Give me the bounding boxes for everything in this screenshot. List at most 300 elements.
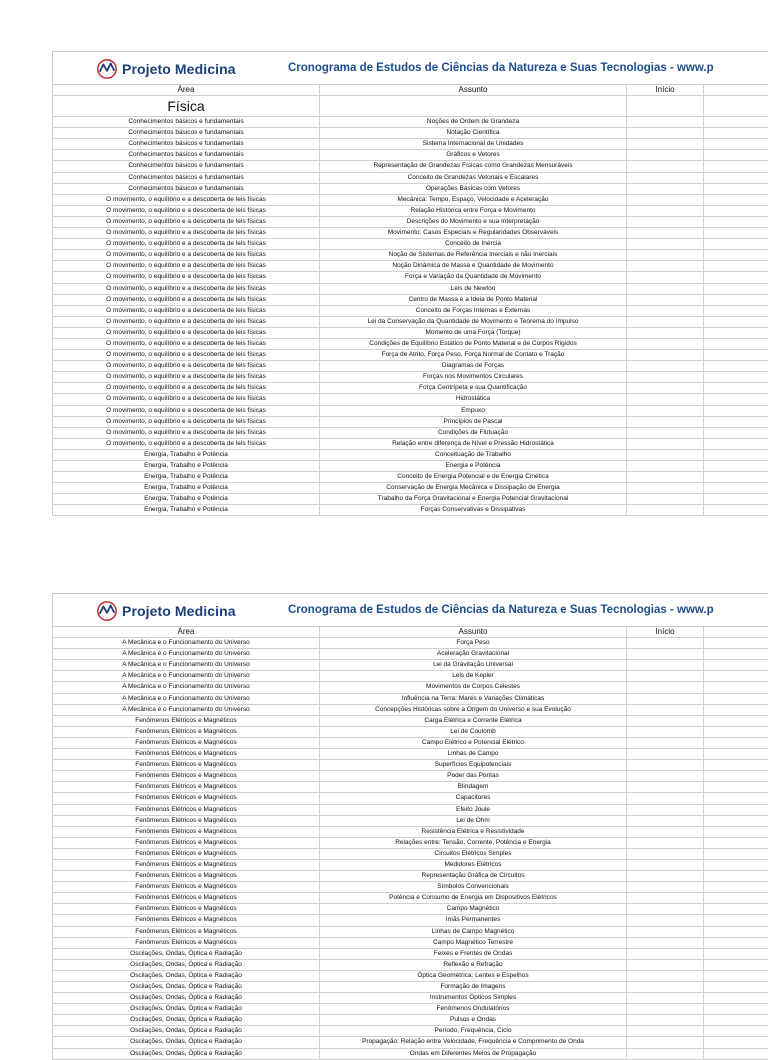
table-row (53, 849, 768, 860)
table-row (53, 716, 768, 727)
cell-inicio (627, 239, 704, 249)
cell-area: Fenômenos Elétricos e Magnéticos (53, 838, 320, 848)
cell-inicio (627, 250, 704, 260)
cell-area: Conhecimentos básicos e fundamentais (53, 161, 320, 171)
table-row (53, 671, 768, 682)
table-row (53, 306, 768, 317)
cell-inicio (627, 150, 704, 160)
column-header-inicio: Início (627, 85, 704, 95)
table-row (53, 472, 768, 483)
cell-assunto: Leis de Newton (320, 284, 627, 294)
table-row (53, 993, 768, 1004)
cell-area: O movimento, o equilíbrio e a descoberta de leis físicas (53, 350, 320, 360)
cell-assunto: Conceito de Grandezas Vetoriais e Escalares (320, 173, 627, 183)
table-row (53, 406, 768, 417)
table-row (53, 938, 768, 949)
cell-inicio (627, 738, 704, 748)
cell-assunto: Conceito de Forças Internas e Externas (320, 306, 627, 316)
cell-area: A Mecânica e o Funcionamento do Universo (53, 638, 320, 648)
cell-area: Fenômenos Elétricos e Magnéticos (53, 904, 320, 914)
cell-inicio (627, 727, 704, 737)
cell-assunto: Efeito Joule (320, 805, 627, 815)
cell-area: Energia, Trabalho e Potência (53, 483, 320, 493)
cell-assunto: Conservação de Energia Mecânica e Dissipação de Energia (320, 483, 627, 493)
projeto-medicina-logo-icon (96, 600, 118, 622)
cell-inicio (627, 383, 704, 393)
table-row (53, 150, 768, 161)
cell-area: Oscilações, Ondas, Óptica e Radiação (53, 1037, 320, 1047)
table-row (53, 893, 768, 904)
cell-area: Oscilações, Ondas, Óptica e Radiação (53, 1049, 320, 1059)
cell-inicio (627, 849, 704, 859)
cell-area: Energia, Trabalho e Potência (53, 494, 320, 504)
cell-inicio (627, 793, 704, 803)
cell-area: O movimento, o equilíbrio e a descoberta de leis físicas (53, 295, 320, 305)
cell-area: O movimento, o equilíbrio e a descoberta de leis físicas (53, 195, 320, 205)
column-header-area: Área (53, 85, 320, 95)
table-header-row (53, 626, 768, 638)
cell-area: Fenômenos Elétricos e Magnéticos (53, 927, 320, 937)
cell-inicio (627, 206, 704, 216)
cell-area: Oscilações, Ondas, Óptica e Radiação (53, 1026, 320, 1036)
page-header (52, 593, 768, 626)
table-row (53, 927, 768, 938)
cell-area: Energia, Trabalho e Potência (53, 450, 320, 460)
cell-inicio (627, 860, 704, 870)
table-row (53, 295, 768, 306)
cell-assunto: Noção de Sistemas de Referência Inerciais e não Inerciais (320, 250, 627, 260)
cell-inicio (627, 838, 704, 848)
table-row (53, 505, 768, 516)
cell-assunto: Conceito de Energia Potencial e de Energia Cinética (320, 472, 627, 482)
cell-assunto: Símbolos Convencionais (320, 882, 627, 892)
table-row (53, 1026, 768, 1037)
cell-inicio (627, 749, 704, 759)
cell-inicio (627, 372, 704, 382)
cell-area: Oscilações, Ondas, Óptica e Radiação (53, 960, 320, 970)
cell-inicio (627, 439, 704, 449)
cell-assunto: Carga Elétrica e Corrente Elétrica (320, 716, 627, 726)
cell-area: Fenômenos Elétricos e Magnéticos (53, 793, 320, 803)
schedule-table (52, 626, 768, 1060)
cell-assunto: Imãs Permanentes (320, 915, 627, 925)
cell-inicio (627, 1049, 704, 1059)
cell-assunto: Instrumentos Ópticos Simples (320, 993, 627, 1003)
cell-assunto: Influência na Terra: Marés e Variações Climáticas (320, 694, 627, 704)
cell-assunto: Centro de Massa e a Ideia de Ponto Material (320, 295, 627, 305)
table-row (53, 727, 768, 738)
cell-inicio (627, 694, 704, 704)
cell-assunto: Mecânica: Tempo, Espaço, Velocidade e Aceleração (320, 195, 627, 205)
cell-inicio (627, 328, 704, 338)
cell-area: Fenômenos Elétricos e Magnéticos (53, 716, 320, 726)
brand-logo (96, 599, 236, 623)
cell-inicio (627, 417, 704, 427)
table-row (53, 871, 768, 882)
cell-assunto: Medidores Elétricos (320, 860, 627, 870)
table-row (53, 173, 768, 184)
cell-assunto: Circuitos Elétricos Simples (320, 849, 627, 859)
cell-area: O movimento, o equilíbrio e a descoberta de leis físicas (53, 439, 320, 449)
table-row (53, 161, 768, 172)
table-row (53, 982, 768, 993)
cell-assunto: Reflexão e Refração (320, 960, 627, 970)
cell-area: O movimento, o equilíbrio e a descoberta de leis físicas (53, 284, 320, 294)
table-row (53, 1049, 768, 1060)
cell-area: Fenômenos Elétricos e Magnéticos (53, 915, 320, 925)
cell-assunto: Propagação: Relação entre Velocidade, Frequência e Comprimento de Onda (320, 1037, 627, 1047)
cell-area: Oscilações, Ondas, Óptica e Radiação (53, 982, 320, 992)
document-title: Cronograma de Estudos de Ciências da Natureza e Suas Tecnologias - www.p (288, 62, 714, 74)
table-row (53, 494, 768, 505)
cell-inicio (627, 228, 704, 238)
cell-area: O movimento, o equilíbrio e a descoberta de leis físicas (53, 261, 320, 271)
cell-assunto: Princípios de Pascal (320, 417, 627, 427)
cell-area: A Mecânica e o Funcionamento do Universo (53, 682, 320, 692)
cell-area: O movimento, o equilíbrio e a descoberta de leis físicas (53, 217, 320, 227)
cell-assunto: Campo Elétrico e Potencial Elétrico (320, 738, 627, 748)
cell-assunto: Ondas em Diferentes Meios de Propagação (320, 1049, 627, 1059)
table-row (53, 682, 768, 693)
table-row (53, 949, 768, 960)
table-row (53, 206, 768, 217)
cell-inicio (627, 960, 704, 970)
table-row (53, 738, 768, 749)
cell-inicio (627, 816, 704, 826)
cell-inicio (627, 505, 704, 515)
cell-assunto: Operações Básicas com Vetores (320, 184, 627, 194)
brand-logo (96, 57, 236, 81)
cell-assunto: Representação Gráfica de Circuitos (320, 871, 627, 881)
cell-assunto: Sistema Internacional de Unidades (320, 139, 627, 149)
cell-area: O movimento, o equilíbrio e a descoberta de leis físicas (53, 328, 320, 338)
cell-inicio (627, 428, 704, 438)
cell-area: O movimento, o equilíbrio e a descoberta de leis físicas (53, 272, 320, 282)
cell-assunto: Relação Histórica entre Força e Movimento (320, 206, 627, 216)
table-row (53, 128, 768, 139)
table-row (53, 361, 768, 372)
cell-assunto: Representação de Grandezas Físicas como Grandezas Mensuráveis (320, 161, 627, 171)
cell-inicio (627, 827, 704, 837)
cell-inicio (627, 871, 704, 881)
table-row (53, 250, 768, 261)
cell-assunto: Fenômenos Ondulatórios (320, 1004, 627, 1014)
cell-assunto: Descrições do Movimento e sua Interpretação (320, 217, 627, 227)
cell-assunto: Óptica Geométrica: Lentes e Espelhos (320, 971, 627, 981)
cell-area: O movimento, o equilíbrio e a descoberta de leis físicas (53, 228, 320, 238)
table-row (53, 705, 768, 716)
logo-text: Projeto Medicina (122, 61, 236, 77)
cell-assunto: Condições de Equilíbrio Estático de Ponto Material e de Corpos Rígidos (320, 339, 627, 349)
cell-area: A Mecânica e o Funcionamento do Universo (53, 671, 320, 681)
table-body (53, 117, 768, 516)
table-row (53, 461, 768, 472)
cell-assunto: Blindagem (320, 782, 627, 792)
cell-area: O movimento, o equilíbrio e a descoberta de leis físicas (53, 383, 320, 393)
cell-inicio (627, 671, 704, 681)
cell-area: Conhecimentos básicos e fundamentais (53, 150, 320, 160)
cell-area: Fenômenos Elétricos e Magnéticos (53, 860, 320, 870)
cell-area: Fenômenos Elétricos e Magnéticos (53, 938, 320, 948)
cell-inicio (627, 1004, 704, 1014)
cell-area: Fenômenos Elétricos e Magnéticos (53, 805, 320, 815)
cell-inicio (627, 938, 704, 948)
table-row (53, 1004, 768, 1015)
cell-assunto: Conceituação de Trabalho (320, 450, 627, 460)
cell-assunto: Poder das Pontas (320, 771, 627, 781)
cell-assunto: Força de Atrito, Força Peso, Força Normal de Contato e Tração (320, 350, 627, 360)
cell-assunto: Linhas de Campo (320, 749, 627, 759)
table-header-row (53, 84, 768, 96)
cell-inicio (627, 638, 704, 648)
cell-area: Oscilações, Ondas, Óptica e Radiação (53, 1004, 320, 1014)
table-row (53, 816, 768, 827)
cell-area: A Mecânica e o Funcionamento do Universo (53, 694, 320, 704)
cell-assunto: Força Peso (320, 638, 627, 648)
cell-inicio (627, 971, 704, 981)
column-header-area: Área (53, 627, 320, 637)
cell-assunto: Campo Magnético (320, 904, 627, 914)
table-row (53, 239, 768, 250)
cell-inicio (627, 893, 704, 903)
document-title: Cronograma de Estudos de Ciências da Natureza e Suas Tecnologias - www.p (288, 604, 714, 616)
cell-inicio (627, 649, 704, 659)
table-row (53, 960, 768, 971)
cell-inicio (627, 1026, 704, 1036)
cell-assunto: Linhas de Campo Magnético (320, 927, 627, 937)
cell-area: Fenômenos Elétricos e Magnéticos (53, 771, 320, 781)
table-row (53, 760, 768, 771)
table-row (53, 450, 768, 461)
cell-inicio (627, 195, 704, 205)
cell-inicio (627, 128, 704, 138)
cell-area: Conhecimentos básicos e fundamentais (53, 173, 320, 183)
table-row (53, 372, 768, 383)
table-row (53, 1015, 768, 1026)
cell-area: Fenômenos Elétricos e Magnéticos (53, 760, 320, 770)
table-row (53, 694, 768, 705)
cell-assunto: Conceito de Inércia (320, 239, 627, 249)
schedule-page-1 (52, 51, 768, 516)
schedule-table (52, 84, 768, 516)
table-row (53, 771, 768, 782)
table-row (53, 782, 768, 793)
cell-inicio (627, 139, 704, 149)
cell-area: Conhecimentos básicos e fundamentais (53, 139, 320, 149)
cell-area: A Mecânica e o Funcionamento do Universo (53, 649, 320, 659)
cell-assunto: Energia e Potência (320, 461, 627, 471)
cell-inicio (627, 217, 704, 227)
cell-inicio (627, 760, 704, 770)
cell-assunto: Momento de uma Força (Torque) (320, 328, 627, 338)
cell-area: Energia, Trabalho e Potência (53, 505, 320, 515)
cell-assunto: Relações entre: Tensão, Corrente, Potência e Energia (320, 838, 627, 848)
cell-assunto: Noção Dinâmica de Massa e Quantidade de Movimento (320, 261, 627, 271)
cell-assunto: Forças nos Movimentos Circulares (320, 372, 627, 382)
cell-assunto: Movimentos de Corpos Celestes (320, 682, 627, 692)
cell-area: O movimento, o equilíbrio e a descoberta de leis físicas (53, 306, 320, 316)
cell-inicio (627, 284, 704, 294)
cell-inicio (627, 927, 704, 937)
cell-area: Fenômenos Elétricos e Magnéticos (53, 749, 320, 759)
table-row (53, 915, 768, 926)
schedule-page-2 (52, 593, 768, 1060)
cell-inicio (627, 295, 704, 305)
table-row (53, 228, 768, 239)
table-row (53, 838, 768, 849)
cell-area: Fenômenos Elétricos e Magnéticos (53, 893, 320, 903)
cell-inicio (627, 394, 704, 404)
table-row (53, 660, 768, 671)
cell-assunto: Trabalho da Força Gravitacional e Energia Potencial Gravitacional (320, 494, 627, 504)
table-row (53, 649, 768, 660)
cell-area: A Mecânica e o Funcionamento do Universo (53, 705, 320, 715)
table-row (53, 805, 768, 816)
table-body (53, 638, 768, 1060)
cell-assunto: Leis de Kepler (320, 671, 627, 681)
cell-assunto: Potência e Consumo de Energia em Dispositivos Elétricos (320, 893, 627, 903)
cell-area: Oscilações, Ondas, Óptica e Radiação (53, 993, 320, 1003)
cell-assunto: Relação entre diferença de Nível e Pressão Hidrostática (320, 439, 627, 449)
table-row (53, 793, 768, 804)
table-row (53, 184, 768, 195)
cell-area: Fenômenos Elétricos e Magnéticos (53, 882, 320, 892)
table-row (53, 439, 768, 450)
table-row (53, 317, 768, 328)
table-row (53, 328, 768, 339)
cell-assunto: Lei da Conservação da Quantidade de Movimento e Teorema do Impulso (320, 317, 627, 327)
cell-area: Energia, Trabalho e Potência (53, 472, 320, 482)
cell-assunto: Noções de Ordem de Grandeza (320, 117, 627, 127)
cell-inicio (627, 461, 704, 471)
cell-assunto: Movimento: Casos Especiais e Regularidades Observáveis (320, 228, 627, 238)
cell-inicio (627, 660, 704, 670)
cell-inicio (627, 306, 704, 316)
cell-area: Fenômenos Elétricos e Magnéticos (53, 871, 320, 881)
cell-assunto: Diagramas de Forças (320, 361, 627, 371)
cell-area: O movimento, o equilíbrio e a descoberta de leis físicas (53, 372, 320, 382)
table-row (53, 383, 768, 394)
table-row (53, 261, 768, 272)
logo-text: Projeto Medicina (122, 603, 236, 619)
table-row (53, 904, 768, 915)
cell-assunto: Lei de Coulomb (320, 727, 627, 737)
table-row (53, 882, 768, 893)
cell-inicio (627, 705, 704, 715)
cell-assunto: Lei da Gravitação Universal (320, 660, 627, 670)
cell-inicio (627, 261, 704, 271)
cell-assunto: Capacitores (320, 793, 627, 803)
cell-area: Oscilações, Ondas, Óptica e Radiação (53, 971, 320, 981)
cell-area: Fenômenos Elétricos e Magnéticos (53, 782, 320, 792)
column-header-assunto: Assunto (320, 85, 627, 95)
cell-assunto: Notação Científica (320, 128, 627, 138)
cell-area: Conhecimentos básicos e fundamentais (53, 128, 320, 138)
cell-area: Conhecimentos básicos e fundamentais (53, 117, 320, 127)
cell-assunto: Aceleração Gravitacional (320, 649, 627, 659)
cell-assunto: Força e Variação da Quantidade de Movimento (320, 272, 627, 282)
cell-area: O movimento, o equilíbrio e a descoberta de leis físicas (53, 239, 320, 249)
cell-area: O movimento, o equilíbrio e a descoberta de leis físicas (53, 417, 320, 427)
cell-inicio (627, 173, 704, 183)
table-row (53, 417, 768, 428)
cell-assunto: Pulsos e Ondas (320, 1015, 627, 1025)
table-row (53, 195, 768, 206)
cell-inicio (627, 117, 704, 127)
cell-assunto: Condições de Flutuação (320, 428, 627, 438)
cell-inicio (627, 350, 704, 360)
table-row (53, 272, 768, 283)
cell-assunto: Feixes e Frentes de Ondas (320, 949, 627, 959)
cell-inicio (627, 716, 704, 726)
table-row (53, 139, 768, 150)
column-header-assunto: Assunto (320, 627, 627, 637)
cell-inicio (627, 161, 704, 171)
cell-area: O movimento, o equilíbrio e a descoberta de leis físicas (53, 361, 320, 371)
cell-assunto: Concepções Históricas sobre a Origem do Universo e sua Evolução (320, 705, 627, 715)
cell-inicio (627, 805, 704, 815)
table-row (53, 827, 768, 838)
cell-area: O movimento, o equilíbrio e a descoberta de leis físicas (53, 339, 320, 349)
cell-area: O movimento, o equilíbrio e a descoberta de leis físicas (53, 250, 320, 260)
cell-area: Fenômenos Elétricos e Magnéticos (53, 727, 320, 737)
cell-area: Oscilações, Ondas, Óptica e Radiação (53, 949, 320, 959)
cell-area: Fenômenos Elétricos e Magnéticos (53, 827, 320, 837)
table-row (53, 428, 768, 439)
table-row (53, 860, 768, 871)
table-row (53, 284, 768, 295)
cell-inicio (627, 782, 704, 792)
table-row (53, 217, 768, 228)
cell-inicio (627, 472, 704, 482)
cell-assunto: Força Centrípeta e sua Quantificação (320, 383, 627, 393)
cell-inicio (627, 982, 704, 992)
projeto-medicina-logo-icon (96, 58, 118, 80)
cell-area: Conhecimentos básicos e fundamentais (53, 184, 320, 194)
cell-area: Fenômenos Elétricos e Magnéticos (53, 849, 320, 859)
cell-assunto: Forças Conservativas e Dissipativas (320, 505, 627, 515)
section-row (53, 96, 768, 117)
cell-assunto: Gráficos e Vetores (320, 150, 627, 160)
table-row (53, 483, 768, 494)
cell-area: Fenômenos Elétricos e Magnéticos (53, 738, 320, 748)
cell-area: O movimento, o equilíbrio e a descoberta de leis físicas (53, 406, 320, 416)
cell-assunto: Hidrostática (320, 394, 627, 404)
cell-inicio (627, 882, 704, 892)
cell-inicio (627, 904, 704, 914)
cell-area: O movimento, o equilíbrio e a descoberta de leis físicas (53, 394, 320, 404)
table-row (53, 350, 768, 361)
page-header (52, 51, 768, 84)
cell-assunto: Resistência Elétrica e Resistividade (320, 827, 627, 837)
table-row (53, 339, 768, 350)
cell-assunto: Lei de Ohm (320, 816, 627, 826)
cell-area: O movimento, o equilíbrio e a descoberta de leis físicas (53, 317, 320, 327)
cell-inicio (627, 494, 704, 504)
cell-assunto: Período, Frequência, Ciclo (320, 1026, 627, 1036)
cell-inicio (627, 949, 704, 959)
cell-area: Energia, Trabalho e Potência (53, 461, 320, 471)
cell-inicio (627, 272, 704, 282)
cell-assunto: Empuxo (320, 406, 627, 416)
cell-inicio (627, 993, 704, 1003)
cell-inicio (627, 915, 704, 925)
cell-inicio (627, 317, 704, 327)
cell-assunto: Formação de Imagens (320, 982, 627, 992)
cell-area: O movimento, o equilíbrio e a descoberta de leis físicas (53, 428, 320, 438)
cell-inicio (627, 339, 704, 349)
cell-area: Oscilações, Ondas, Óptica e Radiação (53, 1015, 320, 1025)
